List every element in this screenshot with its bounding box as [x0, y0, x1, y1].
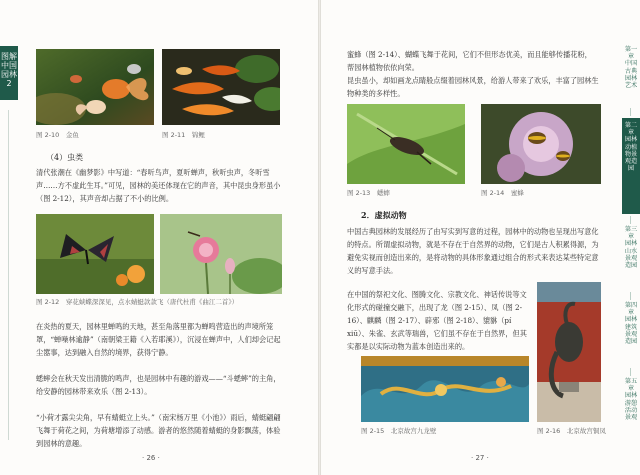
paragraph: 蟋蟀会在秋天发出清脆的鸣声，也是园林中有趣的游戏——“斗蟋蟀”的主角，给安静的园林带来欢乐（图 2-13）。	[36, 374, 281, 396]
bee-photo	[481, 104, 601, 184]
paragraph: 蜜蜂（图 2-14）、蝴蝶飞舞于花间，它们不但形态优美，而且能够传播花粉，帮园林植物依依向荣。	[347, 50, 592, 72]
spine-title: 图解中国园林 2	[0, 46, 18, 100]
caption-fig-2-12: 图 2-12 穿花蛱蝶深深见，点水蜻蜓款款飞（唐代杜甫《曲江二首》）	[36, 298, 239, 306]
cricket-photo	[347, 104, 465, 184]
left-page	[0, 0, 318, 475]
chapter-nav-item: 第三章 园林山水景观造园	[624, 226, 640, 270]
chapter-nav-item: 第一章 中国古典园林艺术	[624, 46, 640, 90]
caption-fig-2-16: 图 2-16 北京故宫铜凤	[537, 427, 606, 435]
paragraph: 清代张潮在《幽梦影》中写道：“春听鸟声，夏听蝉声，秋听虫声，冬听雪声……方不虚此生耳。”可见，园林的美还体现在它的声音，其中昆虫身形虽小（图 2-12），其声音却占据了不小的比例。	[36, 168, 281, 203]
paragraph: 在中国的祭祀文化、图腾文化、宗教文化、神话传说等文化形式的碰撞交融下，出现了龙（图 2-15）、凤（图 2-16）、麒麟（图 2-17）、辟邪（图 2-18）、貔貅（pí xiū）、朱雀、玄武等瑞兽，它们虽不存在于自然界，但其实都是以实际动物为蓝本创造出来的。	[347, 290, 527, 351]
spine-rule	[8, 110, 9, 440]
page-number-left: · 26 ·	[142, 454, 160, 462]
section-heading-virtual-animals: 2．虚拟动物	[361, 210, 407, 220]
caption-fig-2-14: 图 2-14 蜜蜂	[481, 189, 524, 197]
chapter-nav-divider	[630, 368, 631, 376]
butterfly-photo	[36, 214, 154, 294]
caption-fig-2-15: 图 2-15 北京故宫九龙壁	[361, 427, 437, 435]
paragraph: 中国古典园林的发展经历了由写实到写意的过程，园林中的动物也呈现出写意化的特点。所谓虚拟动物，就是不存在于自然界的动物，它们是古人积累得源，为避免实视而创造出来的，是将动物的具体形象通过组合的形式来表达某些特定意义的写意手法。	[347, 227, 599, 275]
caption-fig-2-13: 图 2-13 蟋蟀	[347, 189, 390, 197]
paragraph: 在炎热的夏天，园林里蝉鸣的天地，甚至角落里都为蝉鸣营造出的声境所笼罩，“蝉噪林逾静”（南朝梁王籍《入若耶溪》），沉浸在蝉声中，人们却会记起尘嚣事，达到融入自然的境界，获得宁静。	[36, 322, 281, 357]
section-heading-insects: （4）虫类	[46, 153, 84, 162]
right-page	[321, 0, 640, 475]
page-number-right: · 27 ·	[471, 454, 489, 462]
paragraph: “小荷才露尖尖角，早有蜻蜓立上头。”（南宋杨万里《小池》）雨后，蜻蜓翩翩飞舞于荷花之间，为荷塘增添了动感。游者的悠然随着蜻蜓的身影飘荡，体验到园林的意趣。	[36, 413, 281, 448]
bronze-phoenix-photo	[537, 282, 601, 422]
paragraph: 昆虫虽小，却如画龙点睛般点缀着园林风景，给游人带来了欢乐，丰富了园林生物种类的多样性。	[347, 76, 599, 98]
chapter-nav-item-active: 第二章 园林动植物景观造园	[622, 118, 640, 214]
nine-dragon-wall-photo	[361, 356, 529, 422]
chapter-nav-item: 第五章 园林游憩活动景观	[624, 378, 640, 422]
chapter-nav	[622, 40, 640, 460]
lotus-dragonfly-photo	[160, 214, 282, 294]
caption-fig-2-10: 图 2-10 金鱼	[36, 131, 79, 139]
chapter-nav-divider	[630, 292, 631, 300]
goldfish-photo	[36, 49, 154, 125]
chapter-nav-divider	[630, 216, 631, 224]
koi-photo	[162, 49, 280, 125]
chapter-nav-divider	[630, 108, 631, 116]
chapter-nav-item: 第四章 园林建筑景观造园	[624, 302, 640, 346]
caption-fig-2-11: 图 2-11 锦鲤	[162, 131, 205, 139]
